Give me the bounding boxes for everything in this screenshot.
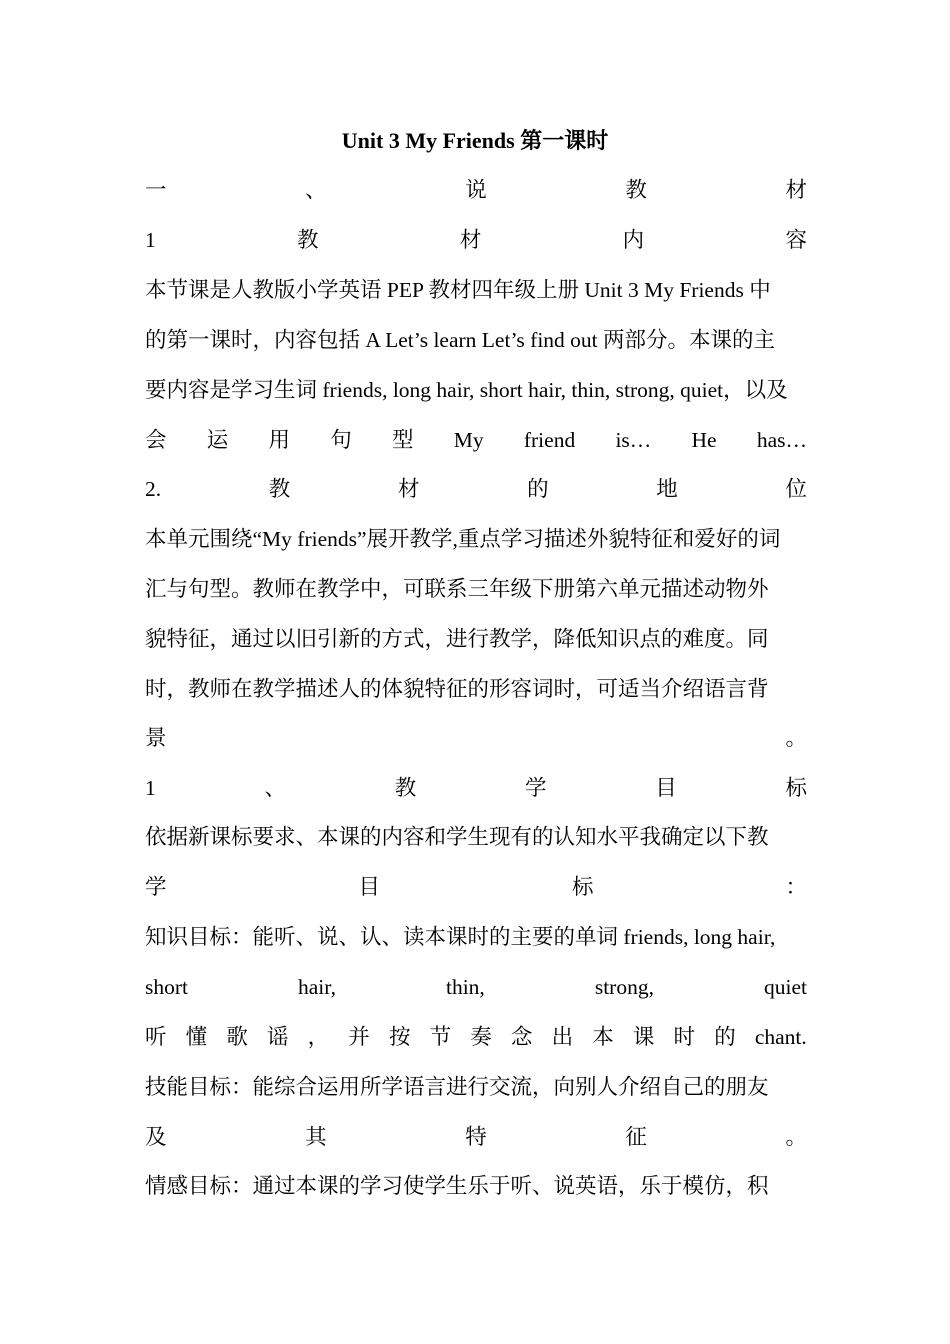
para2-line: 貌特征，通过以旧引新的方式，进行教学，降低知识点的难度。同 <box>145 627 769 651</box>
sub3-heading: 1 、 教 学 目 标 <box>145 776 807 800</box>
knowledge-goal-chant: 听 懂 歌 谣 ， 并 按 节 奏 念 出 本 课 时 的 chant. <box>145 1025 807 1049</box>
sub2-heading: 2. 教 材 的 地 位 <box>145 477 807 501</box>
sub1-heading: 1 教 材 内 容 <box>145 228 807 252</box>
para1-last-line: 会 运 用 句 型 My friend is… He has… <box>145 428 807 452</box>
para1-line: 要内容是学习生词 friends, long hair, short hair, thin, strong, quiet，以及 <box>145 378 788 402</box>
para1-line: 本节课是人教版小学英语 PEP 教材四年级上册 Unit 3 My Friends 中 <box>145 278 771 302</box>
para3-line: 依据新课标要求、本课的内容和学生现有的认知水平我确定以下教 <box>145 825 769 849</box>
para2-line: 汇与句型。教师在教学中，可联系三年级下册第六单元描述动物外 <box>145 577 769 601</box>
para1-line: 的第一课时，内容包括 A Let’s learn Let’s find out 两部分。本课的主 <box>145 328 776 352</box>
knowledge-goal-line: 知识目标：能听、说、认、读本课时的主要的单词 friends, long hair, <box>145 925 776 949</box>
knowledge-goal-words: short hair, thin, strong, quiet <box>145 975 807 999</box>
para3-last-line: 学 目 标 ： <box>145 875 807 899</box>
para2-line: 时，教师在教学描述人的体貌特征的形容词时，可适当介绍语言背 <box>145 677 769 701</box>
para2-line: 本单元围绕“My friends”展开教学,重点学习描述外貌特征和爱好的词 <box>145 527 781 551</box>
emotion-goal-line: 情感目标：通过本课的学习使学生乐于听、说英语，乐于模仿，积 <box>145 1174 769 1198</box>
section1-heading: 一 、 说 教 材 <box>145 178 807 202</box>
skill-goal-last-line: 及 其 特 征 。 <box>145 1125 807 1149</box>
para2-last-line: 景 。 <box>145 726 807 750</box>
page-title: Unit 3 My Friends 第一课时 <box>341 128 609 153</box>
skill-goal-line: 技能目标：能综合运用所学语言进行交流，向别人介绍自己的朋友 <box>145 1075 769 1099</box>
